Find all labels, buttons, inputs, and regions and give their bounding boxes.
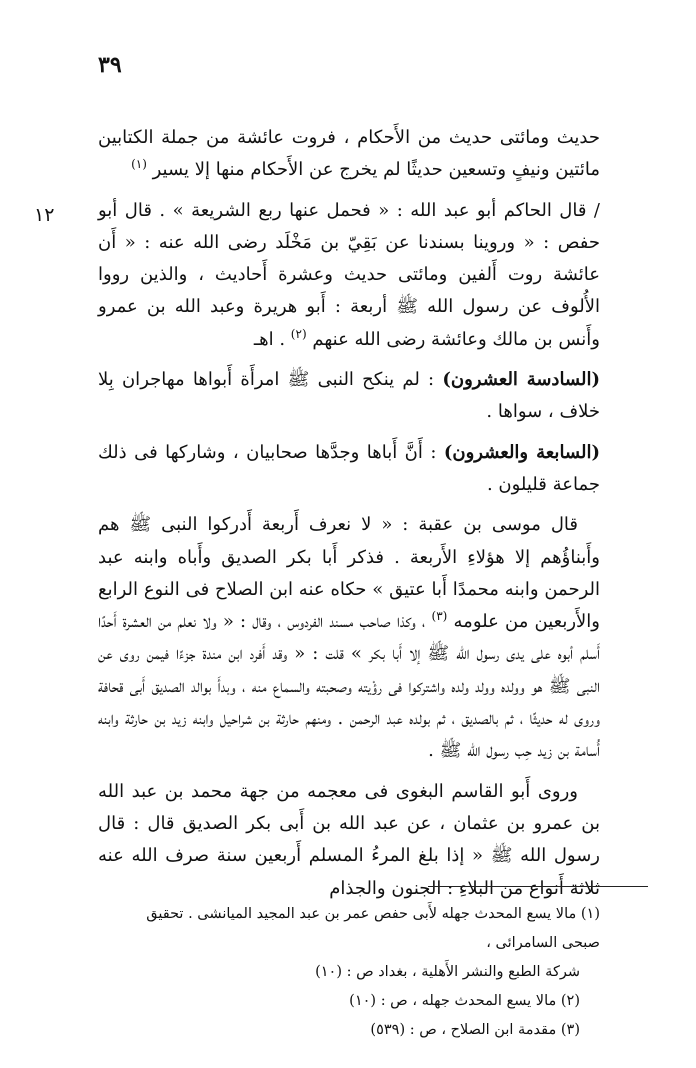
paragraph <box>98 122 600 187</box>
footnote-continuation: شركة الطبع والنشر الأَهلية ، بغداد ص : (١٠) <box>315 964 580 980</box>
footnote: (٣) مقدمة ابن الصلاح ، ص : (٥٣٩) <box>370 1022 580 1038</box>
page-number: ٣٩ <box>98 52 122 78</box>
footnote: (٢) مالا يسع المحدث جهله ، ص : (١٠) <box>349 993 580 1009</box>
footnote-ref: (٣) <box>431 609 448 624</box>
paragraph-text: : لم ينكح النبى ﷺ امرأَة أَبواها مهاجران بِلا خلاف ، سواها . <box>98 369 600 423</box>
footnote-ref: (٢) <box>290 326 307 341</box>
paragraph <box>98 509 600 767</box>
footnote: (١) مالا يسع المحدث جهله لأَبى حفص عمر بن عبد المجيد الميانشى . تحقيق صبحى السامرائى ، <box>146 906 600 951</box>
paragraph-text: قال موسى بن عقبة : « لا نعرف أَربعة أَدركوا النبى ﷺ هم وأَبناؤُهم إلا هؤلاءِ الأَربعة . فذكر أَبا بكر الصديق وأَباه وابنه عبد الرحمن وابنه محمدًا أَبا عتيق » حكاه عنه ابن الصلاح فى النوع الرابع والأَربعين من علومه <box>98 514 600 633</box>
paragraph <box>98 195 600 356</box>
paragraph <box>98 437 600 502</box>
footnote-divider <box>428 886 648 887</box>
paragraph-text: : أَنَّ أَباها وجدَّها صحابيان ، وشاركها فى ذلك جماعة قليلون . <box>98 441 600 495</box>
main-text <box>98 122 600 913</box>
paragraph-text: . اهـ <box>253 328 291 350</box>
paragraph-text: وروى أَبو القاسم البغوى فى معجمه من جهة محمد بن عبد الله بن عمرو بن عثمان ، عن عبد الله بن أَبى بكر الصديق قال : قال رسول الله ﷺ « إذا بلغ المرءُ المسلم أَربعين سنة صرف الله عنه ثلاثة أَنواع من البلاءِ : الجنون والجذام <box>98 780 600 899</box>
margin-line-number: ١٢ <box>34 204 55 226</box>
paragraph <box>98 364 600 429</box>
section-heading: (السادسة العشرون) <box>442 369 600 391</box>
paragraph-text: حديث ومائتى حديث من الأَحكام ، فروت عائشة من جملة الكتابين مائتين ونيفٍ وتسعين حديثًا لم يخرج عن الأَحكام منها إلا يسير <box>98 127 600 181</box>
section-heading: (السابعة والعشرون) <box>443 441 600 463</box>
footnotes <box>110 900 600 1045</box>
paragraph-text: / قال الحاكم أبو عبد الله : « فحمل عنها ربع الشريعة » . قال أبو حفص : « وروينا بسندنا عن بَقِيّ بن مَخْلَد رضى الله عنه : « أَن عائشة روت أَلفين ومائتى حديث وعشرة أَحاديث ، والذين رووا الأُلوف عن رسول الله ﷺ أربعة : أَبو هريرة وعبد الله بن عمرو وأَنس بن مالك وعائشة رضى الله عنهم <box>98 199 600 350</box>
footnote-ref: (١) <box>131 157 147 172</box>
paragraph-text: ، وكذا صاحب مسند الفردوس ، وقال : « ولا نعلم من العشرة أَحدًا أَسلم أبوه على يدى رسول الله ﷺ إلا أَبا بكر » قلت : « وقد أَفرد ابن مندة جزءًا فيمن روى عن النبى ﷺ هو وولده وولد ولده واشتركوا فى رؤْيته وصحبته والسماع منه ، وبدأَ بوالد الصديق أَبى قحافة وروى له حديثًا ، ثم بالصديق ، ثم بولده عبد الرحمن . ومنهم حارثة بن شراحيل وابنه زيد بن حارثة وابنه أُسامة بن زيد حِب رسول الله ﷺ . <box>98 611 600 762</box>
